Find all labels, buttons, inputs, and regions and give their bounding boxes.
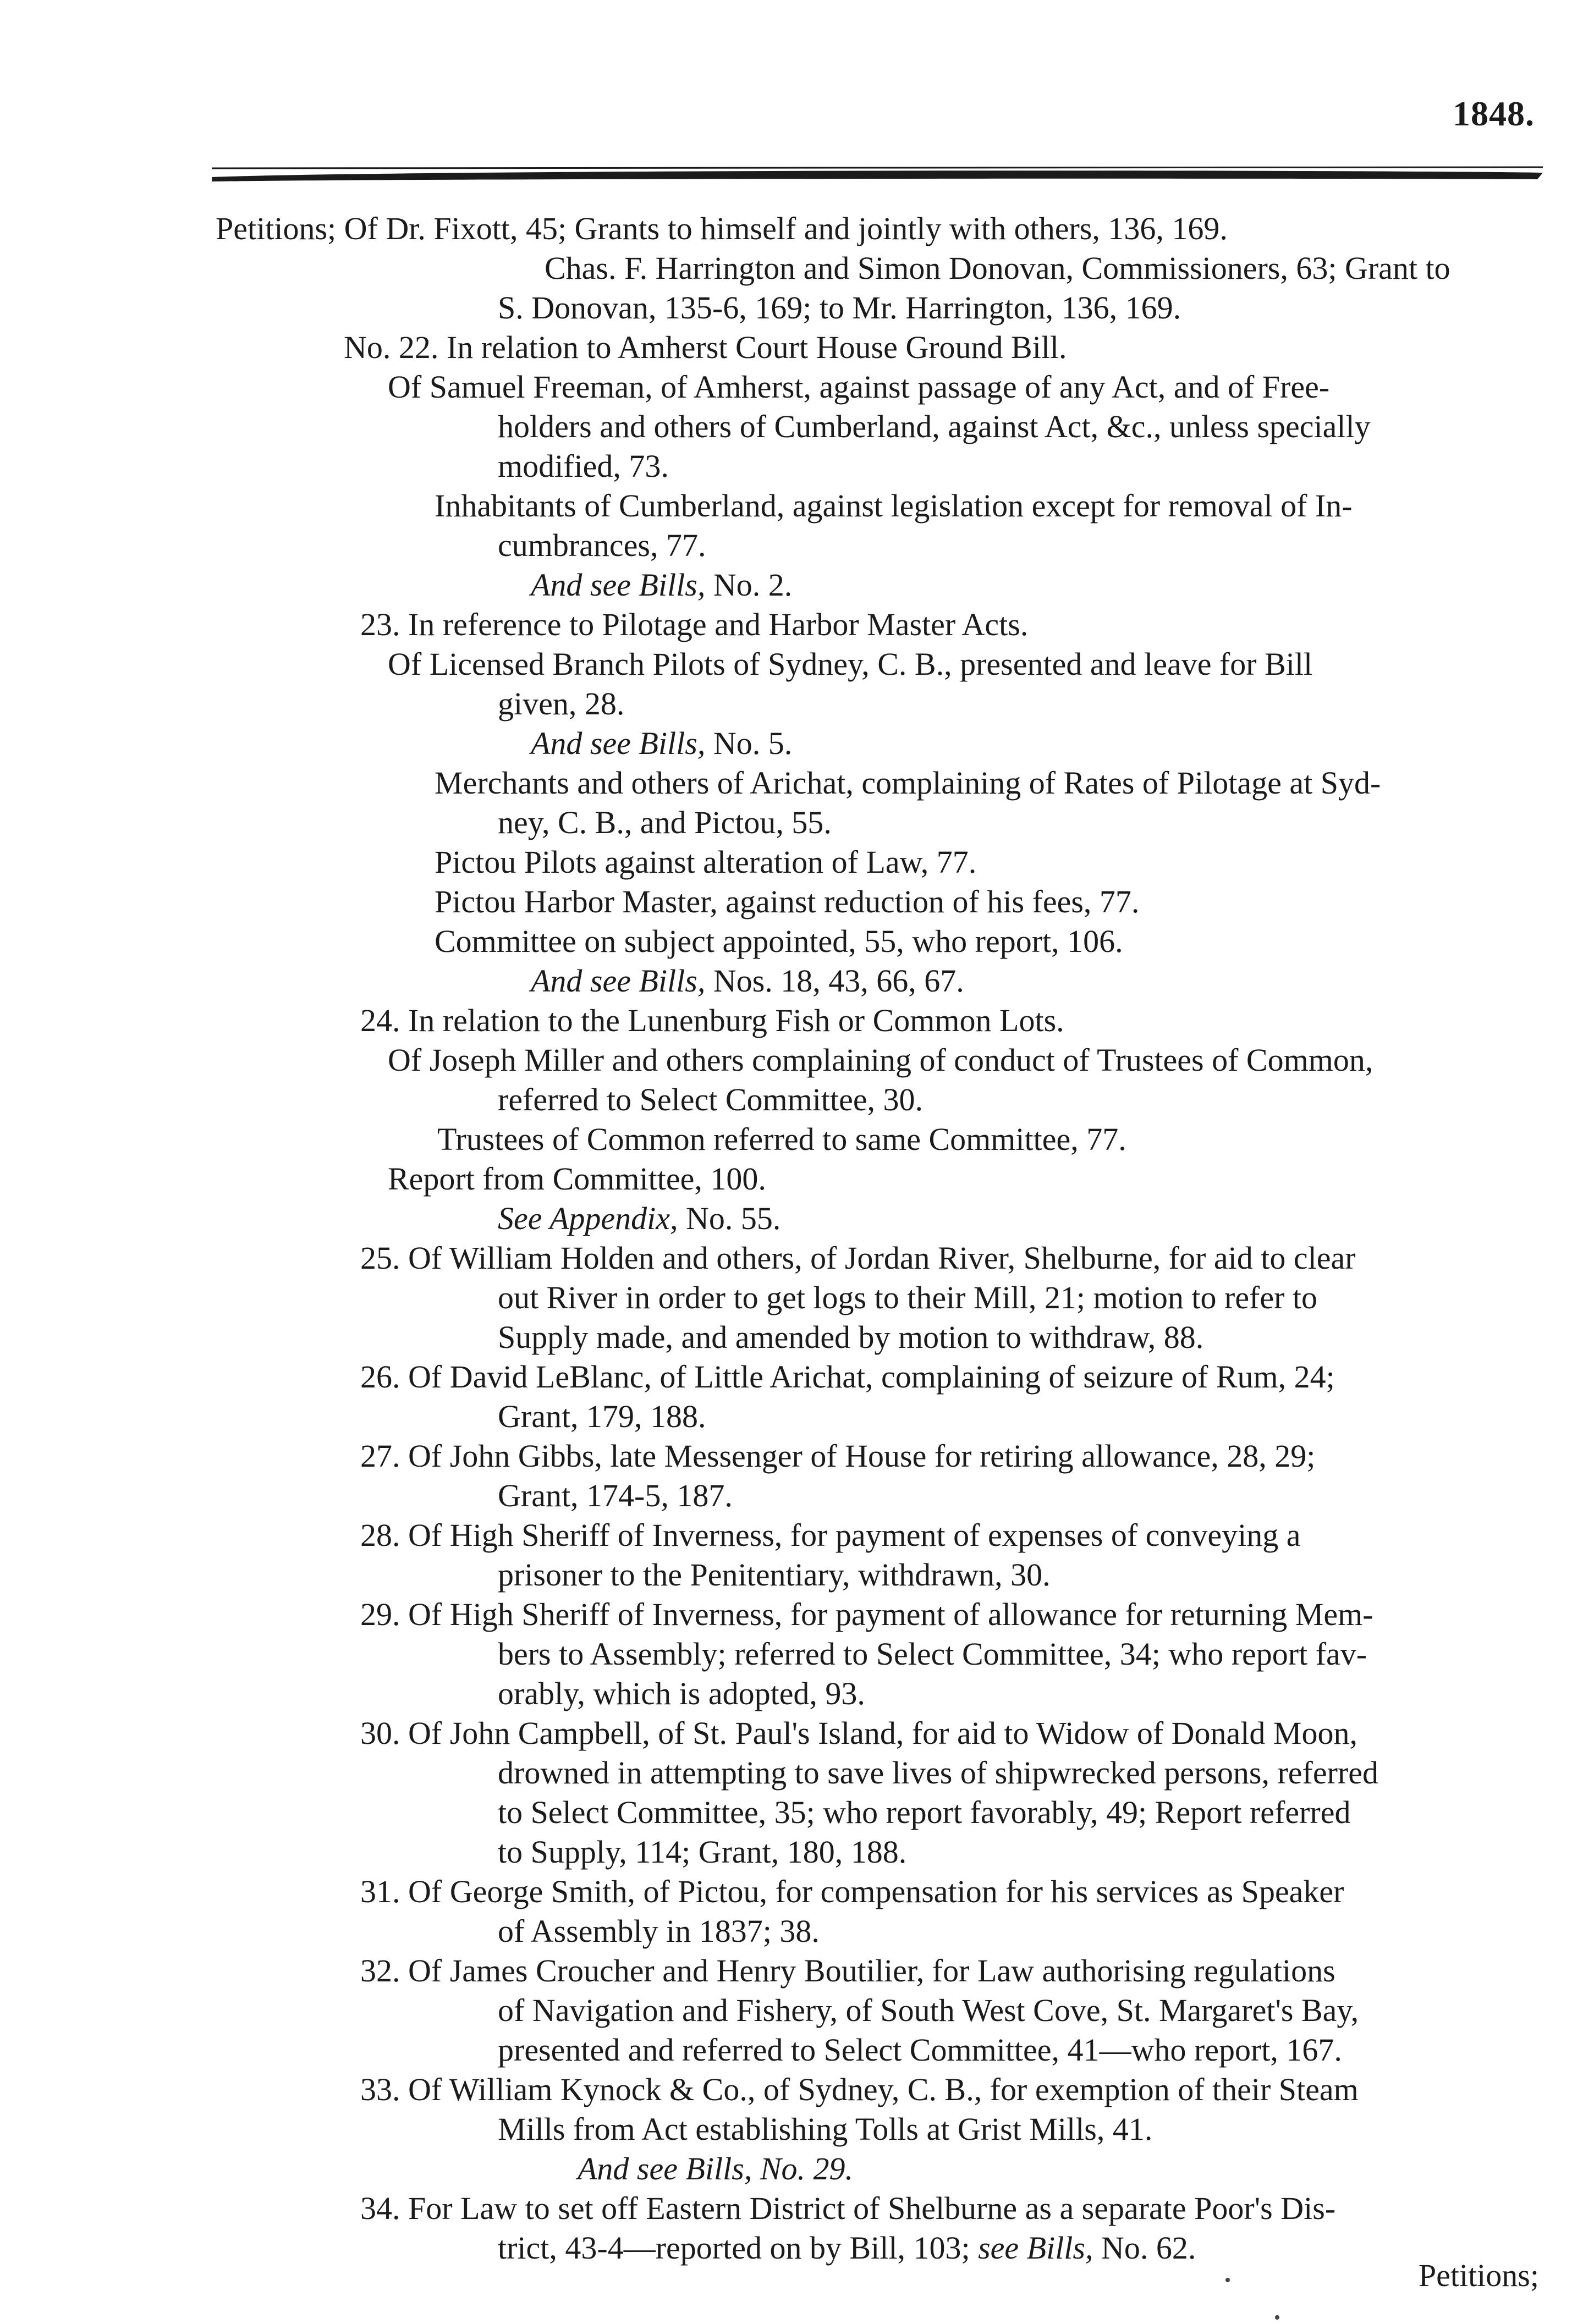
line-text: trict, 43-4—reported on by Bill, 103;: [498, 2230, 979, 2266]
italic-reference: And see Bills,: [531, 963, 706, 999]
italic-reference: see Bills,: [978, 2230, 1093, 2266]
line-text: Inhabitants of Cumberland, against legislation except for removal of In-: [435, 488, 1353, 524]
line-text: Trustees of Common referred to same Committee, 77.: [437, 1121, 1126, 1157]
speck: [1275, 2315, 1279, 2320]
text-line: [360, 1714, 1357, 1753]
text-line: [498, 803, 832, 842]
text-line: [388, 1159, 766, 1199]
line-text: Pictou Harbor Master, against reduction of his fees, 77.: [435, 884, 1140, 919]
text-line: [435, 486, 1353, 526]
text-line: [360, 1436, 1315, 1476]
italic-reference: See Appendix,: [498, 1200, 678, 1236]
text-line: [344, 328, 1067, 367]
line-text: 32. Of James Croucher and Henry Boutilier, for Law authorising regulations: [360, 1953, 1335, 1989]
line-text: 25. Of William Holden and others, of Jordan River, Shelburne, for aid to clear: [360, 1240, 1356, 1276]
text-line: [498, 1912, 820, 1951]
text-line: [498, 1674, 865, 1714]
text-line: [498, 1476, 733, 1516]
text-line: [360, 1238, 1356, 1278]
text-line: [216, 209, 1228, 249]
text-line: [498, 1991, 1359, 2030]
text-line: [360, 605, 1028, 645]
text-line: [360, 1951, 1335, 1991]
text-line: [498, 2110, 1152, 2149]
line-text: Committee on subject appointed, 55, who report, 106.: [435, 923, 1123, 959]
header-rule: [212, 165, 1543, 187]
line-text: Of Licensed Branch Pilots of Sydney, C. B., presented and leave for Bill: [388, 646, 1313, 682]
text-line: [435, 842, 976, 882]
line-text: holders and others of Cumberland, against Act, &c., unless specially: [498, 409, 1371, 444]
line-text: 33. Of William Kynock & Co., of Sydney, C. B., for exemption of their Steam: [360, 2072, 1359, 2107]
text-line: [498, 1555, 1051, 1595]
text-line: [531, 961, 964, 1001]
text-line: [437, 1120, 1126, 1159]
italic-reference: And see Bills, No. 29.: [578, 2151, 854, 2187]
text-line: [498, 447, 669, 486]
line-text: Grant, 179, 188.: [498, 1398, 706, 1434]
text-line: [388, 1040, 1373, 1080]
text-line: [578, 2149, 853, 2189]
line-text: 34. For Law to set off Eastern District of Shelburne as a separate Poor's Dis-: [360, 2190, 1336, 2226]
text-line: [360, 2189, 1335, 2228]
line-text: Petitions; Of Dr. Fixott, 45; Grants to himself and jointly with others, 136, 169.: [216, 211, 1228, 246]
text-line: [360, 1595, 1373, 1634]
line-text: ney, C. B., and Pictou, 55.: [498, 805, 832, 840]
text-line: [388, 645, 1312, 684]
text-line: [435, 763, 1381, 803]
line-text: 27. Of John Gibbs, late Messenger of House for retiring allowance, 28, 29;: [360, 1438, 1316, 1474]
line-text: given, 28.: [498, 686, 625, 722]
line-text: No. 62.: [1093, 2230, 1196, 2266]
line-text: to Supply, 114; Grant, 180, 188.: [498, 1834, 907, 1870]
page-year: 1848.: [1453, 94, 1535, 133]
text-line: [498, 288, 1181, 328]
text-line: [498, 407, 1371, 447]
line-text: to Select Committee, 35; who report favorably, 49; Report referred: [498, 1794, 1351, 1830]
text-line: [498, 1397, 706, 1436]
speck: [1225, 2278, 1230, 2282]
line-text: cumbrances, 77.: [498, 527, 706, 563]
text-line: [360, 2070, 1359, 2110]
line-text: No. 2.: [705, 567, 793, 603]
text-line: [435, 922, 1123, 961]
line-text: orably, which is adopted, 93.: [498, 1676, 865, 1711]
line-text: drowned in attempting to save lives of shipwrecked persons, referred: [498, 1755, 1378, 1791]
line-text: Of Joseph Miller and others complaining of conduct of Trustees of Common,: [388, 1042, 1373, 1078]
line-text: 31. Of George Smith, of Pictou, for compensation for his services as Speaker: [360, 1874, 1344, 1909]
line-text: 23. In reference to Pilotage and Harbor Master Acts.: [360, 607, 1029, 642]
line-text: No. 5.: [705, 725, 793, 761]
line-text: 28. Of High Sheriff of Inverness, for payment of expenses of conveying a: [360, 1517, 1301, 1553]
text-line: [498, 1278, 1317, 1318]
line-text: out River in order to get logs to their Mill, 21; motion to refer to: [498, 1280, 1318, 1315]
text-line: [435, 882, 1139, 922]
text-line: [531, 724, 792, 763]
catchword: Petitions;: [1418, 2257, 1539, 2293]
text-line: [498, 2228, 1196, 2268]
line-text: S. Donovan, 135-6, 169; to Mr. Harrington, 136, 169.: [498, 290, 1181, 326]
line-text: of Navigation and Fishery, of South West Cove, St. Margaret's Bay,: [498, 1992, 1359, 2028]
line-text: modified, 73.: [498, 448, 669, 484]
text-line: [498, 684, 624, 724]
line-text: 29. Of High Sheriff of Inverness, for payment of allowance for returning Mem-: [360, 1596, 1373, 1632]
line-text: Report from Committee, 100.: [388, 1161, 766, 1197]
italic-reference: And see Bills,: [531, 567, 706, 603]
line-text: Merchants and others of Arichat, complaining of Rates of Pilotage at Syd-: [435, 765, 1381, 801]
text-line: [388, 367, 1329, 407]
text-line: [498, 2030, 1342, 2070]
text-line: [498, 1080, 923, 1120]
line-text: Chas. F. Harrington and Simon Donovan, Commissioners, 63; Grant to: [545, 250, 1450, 286]
text-line: [498, 1793, 1350, 1832]
line-text: referred to Select Committee, 30.: [498, 1082, 924, 1117]
line-text: prisoner to the Penitentiary, withdrawn, 30.: [498, 1557, 1051, 1593]
text-line: [545, 249, 1450, 288]
text-line: [498, 1199, 780, 1238]
line-text: Mills from Act establishing Tolls at Grist Mills, 41.: [498, 2111, 1153, 2147]
line-text: bers to Assembly; referred to Select Committee, 34; who report fav-: [498, 1636, 1367, 1672]
line-text: presented and referred to Select Committee, 41—who report, 167.: [498, 2032, 1342, 2068]
text-line: [498, 1753, 1378, 1793]
text-line: [498, 1832, 906, 1872]
line-text: No. 22. In relation to Amherst Court House Ground Bill.: [344, 329, 1067, 365]
line-text: 24. In relation to the Lunenburg Fish or Common Lots.: [360, 1003, 1064, 1038]
line-text: Of Samuel Freeman, of Amherst, against passage of any Act, and of Free-: [388, 369, 1330, 405]
text-line: [360, 1357, 1335, 1397]
italic-reference: And see Bills,: [531, 725, 706, 761]
text-line: [498, 1634, 1367, 1674]
line-text: 26. Of David LeBlanc, of Little Arichat, complaining of seizure of Rum, 24;: [360, 1359, 1335, 1395]
text-line: [498, 526, 706, 565]
text-line: [531, 565, 792, 605]
line-text: 30. Of John Campbell, of St. Paul's Island, for aid to Widow of Donald Moon,: [360, 1715, 1357, 1751]
text-line: [360, 1001, 1064, 1040]
line-text: of Assembly in 1837; 38.: [498, 1913, 820, 1949]
line-text: Pictou Pilots against alteration of Law, 77.: [435, 844, 977, 880]
line-text: Grant, 174-5, 187.: [498, 1478, 733, 1513]
text-line: [498, 1318, 1203, 1357]
text-line: [360, 1872, 1344, 1912]
text-line: [360, 1516, 1300, 1555]
line-text: Supply made, and amended by motion to withdraw, 88.: [498, 1319, 1204, 1355]
line-text: Nos. 18, 43, 66, 67.: [705, 963, 964, 999]
line-text: No. 55.: [678, 1200, 781, 1236]
